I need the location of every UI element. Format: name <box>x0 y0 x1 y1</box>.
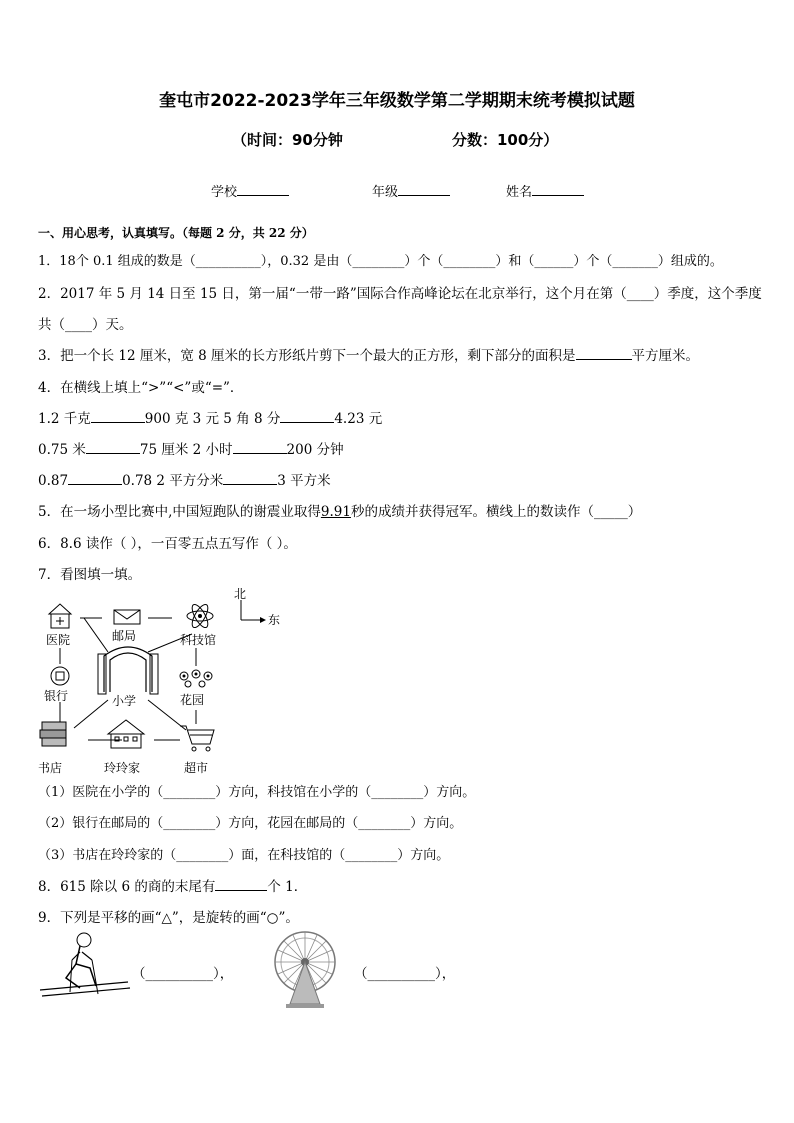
envelope-icon <box>114 610 140 624</box>
question-9-blank-1: （__________）， <box>132 966 234 982</box>
books-icon <box>40 722 66 746</box>
linglingjia-label: 玲玲家 <box>104 761 141 775</box>
atom-icon <box>187 602 213 630</box>
exam-time: （时间：90分钟 <box>232 131 343 149</box>
question-4: 4．在横线上填上“>”“<”或“=”． <box>38 380 244 396</box>
school-field: 学校 <box>211 181 289 200</box>
bookstore-label: 书店 <box>38 761 63 775</box>
direction-map <box>30 582 290 777</box>
grade-field: 年级 <box>372 181 450 200</box>
question-9-blank-2: （__________）， <box>354 966 456 982</box>
question-7: 7．看图填一填。 <box>38 567 142 583</box>
question-2-line2: 共（____）天。 <box>38 317 133 333</box>
market-label: 超市 <box>184 761 209 775</box>
garden-label: 花园 <box>180 693 205 707</box>
bank-label: 银行 <box>44 689 69 703</box>
skier-icon <box>36 930 132 1002</box>
question-6: 6．8.6 读作（ ），一百零五点五写作（ ）。 <box>38 536 297 552</box>
page-title: 奎屯市2022-2023学年三年级数学第二学期期末统考模拟试题 <box>159 91 635 111</box>
school-gate-icon <box>98 647 158 694</box>
name-field: 姓名 <box>506 181 584 200</box>
house-icon <box>108 720 144 748</box>
question-3: 3．把一个长 12 厘米，宽 8 厘米的长方形纸片剪下一个最大的正方形，剩下部分的面积是 平方厘米。 <box>38 348 700 364</box>
hospital-label: 医院 <box>46 633 71 647</box>
flowers-icon <box>180 670 212 687</box>
question-9: 9．下列是平移的画“△”，是旋转的画“○”。 <box>38 910 299 926</box>
school-label: 小学 <box>112 694 137 708</box>
north-label: 北 <box>234 587 247 601</box>
question-5: 5．在一场小型比赛中,中国短跑队的谢震业取得9.91秒的成绩并获得冠军。横线上的数读作（_____） <box>38 504 642 520</box>
section-heading: 一、用心思考，认真填写。（每题 2 分，共 22 分） <box>38 226 314 240</box>
tech-label: 科技馆 <box>180 633 217 647</box>
question-2-line1: 2．2017 年 5 月 14 日至 15 日，第一届“一带一路”国际合作高峰论坛在北京举行，这个月在第（____）季度，这个季度 <box>38 286 762 302</box>
post-label: 邮局 <box>112 629 137 643</box>
east-label: 东 <box>268 613 281 627</box>
question-4-row2: 0.75 米 75 厘米 2 小时 200 分钟 <box>38 442 344 458</box>
question-7-3: （3）书店在玲玲家的（________）面，在科技馆的（________）方向。 <box>38 848 450 863</box>
coin-icon <box>51 667 69 685</box>
question-4-row1: 1.2 千克 900 克 3 元 5 角 8 分 4.23 元 <box>38 411 383 427</box>
question-8: 8．615 除以 6 的商的末尾有 个 1． <box>38 879 308 895</box>
ferris-wheel-icon <box>270 928 340 1010</box>
question-1: 1．18个 0.1 组成的数是（__________），0.32 是由（________）个（________）和（______）个（_______）组成的。 <box>38 254 723 269</box>
question-4-row3: 0.87 0.78 2 平方分米 3 平方米 <box>38 473 331 489</box>
question-7-1: （1）医院在小学的（________）方向，科技馆在小学的（________）方向。 <box>38 785 476 800</box>
question-7-2: （2）银行在邮局的（________）方向，花园在邮局的（________）方向。 <box>38 816 463 831</box>
exam-score: 分数：100分） <box>452 131 559 149</box>
hospital-icon <box>49 604 71 628</box>
